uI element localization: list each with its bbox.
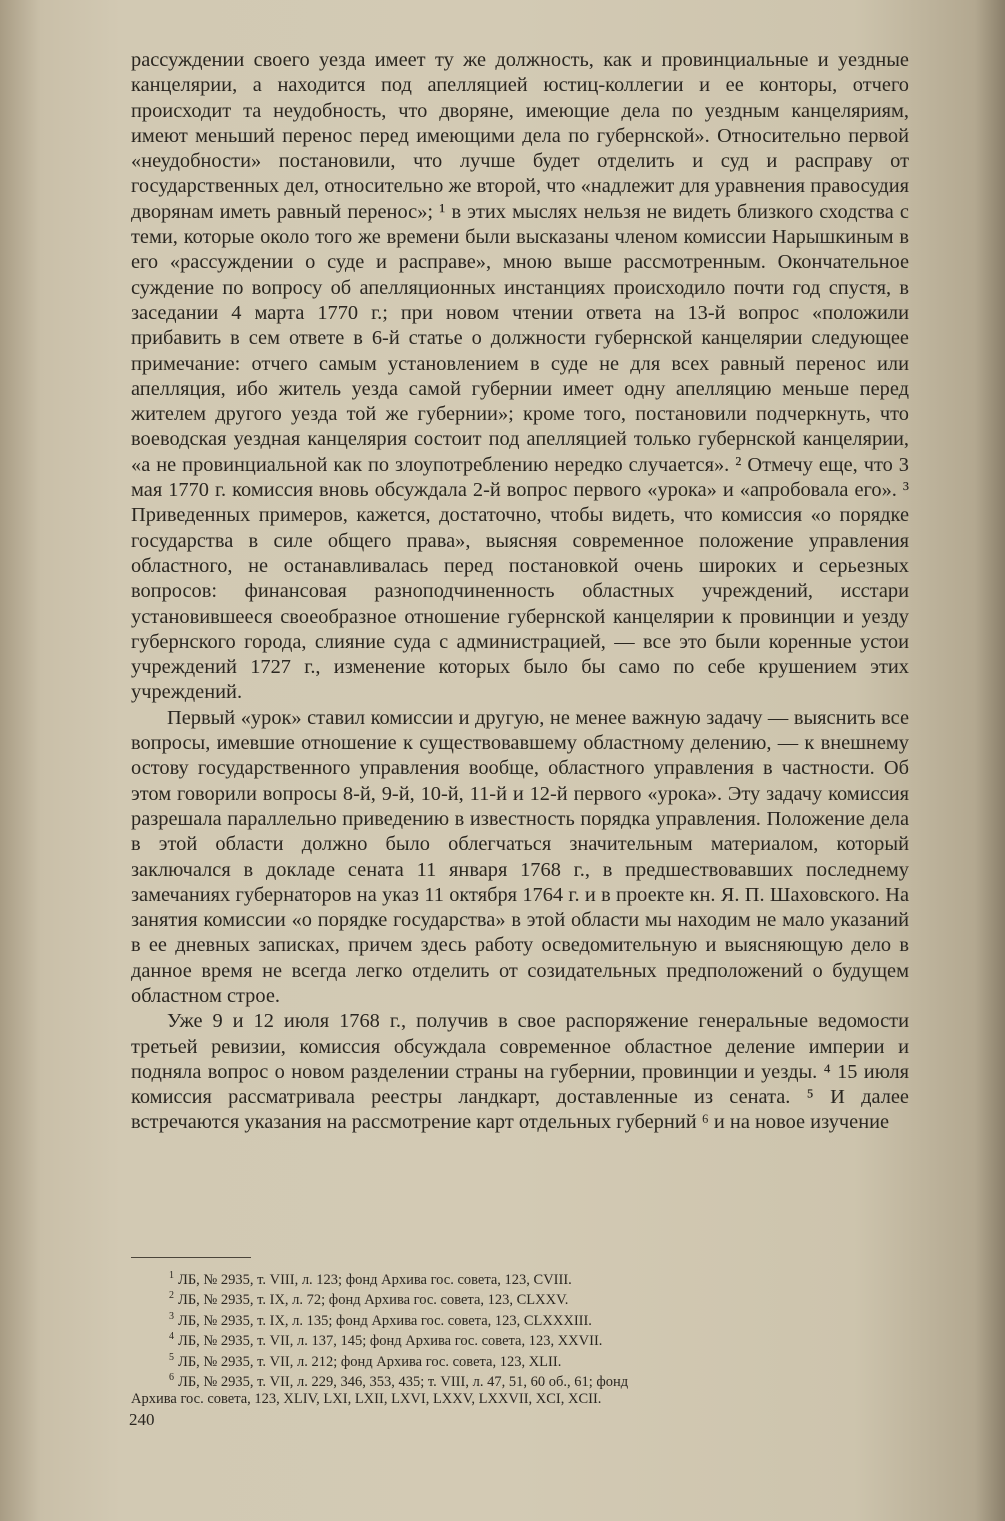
footnote-5 <box>131 1350 909 1370</box>
footnote-number: 2 <box>169 1290 174 1302</box>
footnote-number: 5 <box>169 1351 174 1363</box>
footnote-number: 1 <box>169 1270 174 1281</box>
footnote-3 <box>131 1309 909 1329</box>
footnotes <box>131 1268 909 1407</box>
footnote-text: ЛБ, № 2935, т. VII, л. 212; фонд Архива гос. совета, 123, XLII. <box>178 1353 562 1370</box>
paragraph-3: Уже 9 и 12 июля 1768 г., получив в свое распоряжение генеральные ведомости третьей ревизии, комиссия обсуждала современное областное деление империи и подняла вопрос о новом разделении страны на губернии, провинции и уезды. ⁴ 15 июля комиссия рассматривала реестры ландкарт, доставленные из сената. ⁵ И далее встречаются указания на рассмотрение карт отдельных губерний ⁶ и на новое изучение <box>131 1010 909 1134</box>
footnote-text: ЛБ, № 2935, т. VII, л. 229, 346, 353, 435; т. VIII, л. 47, 51, 60 об., 61; фонд <box>178 1373 629 1390</box>
body-text <box>131 48 909 1136</box>
footnote-1 <box>131 1268 909 1288</box>
footnote-text: ЛБ, № 2935, т. IX, л. 135; фонд Архива гос. совета, 123, CLXXXIII. <box>178 1312 592 1329</box>
footnote-number: 4 <box>169 1331 174 1343</box>
footnote-number: 6 <box>169 1372 174 1384</box>
footnote-text: ЛБ, № 2935, т. IX, л. 72; фонд Архива гос. совета, 123, CLXXV. <box>178 1292 569 1309</box>
paragraph-2: Первый «урок» ставил комиссии и другую, не менее важную задачу — выяснить все вопросы, имевшие отношение к существовавшему областному делению, — к внешнему остову государственного управления вообще, областного управления в частности. Об этом говорили вопросы 8-й, 9-й, 10-й, 11-й и 12-й первого «урока». Эту задачу комиссия разрешала параллельно приведению в известность порядка управления. Положение дела в этой области должно было облегчаться значительным материалом, который заключался в докладе сената 11 января 1768 г., в предшествовавших последнему замечаниях губернаторов на указ 11 октября 1764 г. и в проекте кн. Я. П. Шаховского. На занятия комиссии «о порядке государства» в этой области мы находим не мало указаний в ее дневных записках, причем здесь работу осведомительную и выясняющую дело в данное время не всегда легко отделить от созидательных предположений о будущем областном строе. <box>131 706 909 1007</box>
footnote-6-continuation: Архива гос. совета, 123, XLIV, LXI, LXII, LXVI, LXXV, LXXVII, XCI, XCII. <box>131 1390 602 1407</box>
footnote-divider <box>131 1257 251 1258</box>
footnote-text: ЛБ, № 2935, т. VIII, л. 123; фонд Архива гос. совета, 123, CVIII. <box>178 1271 572 1288</box>
footnote-4 <box>131 1329 909 1349</box>
page-number: 240 <box>129 1410 155 1429</box>
paragraph-1: рассуждении своего уезда имеет ту же должность, как и провинциальные и уездные канцелярии, а находится под апелляцией юстиц-коллегии и ее конторы, отчего происходит та неудобность, что дворяне, имеющие дела по уездным канцеляриям, имеют меньший перенос перед имеющими дела по губернской». Относительно первой «неудобности» постановили, что лучше будет отделить и суд и расправу от государственных дел, относительно же второй, что «надлежит для уравнения правосудия дворянам иметь равный перенос»; ¹ в этих мыслях нельзя не видеть близкого сходства с теми, которые около того же времени были высказаны членом комиссии Нарышкиным в его «рассуждении о суде и расправе», мною выше рассмотренным. Окончательное суждение по вопросу об апелляционных инстанциях происходило почти год спустя, в заседании 4 марта 1770 г.; при новом чтении ответа на 13-й вопрос «положили прибавить в сем ответе в 6-й статье о должности губернской канцелярии следующее примечание: отчего самым установлением в суде не для всех равный перенос или апелляция, ибо житель уезда самой губернии имеет одну апелляцию меньше перед жителем другого уезда той же губернии»; кроме того, постановили подчеркнуть, что воеводская уездная канцелярия состоит под апелляцией только губернской канцелярии, «а не провинциальной как по злоупотреблению нередко случается». ² Отмечу еще, что 3 мая 1770 г. комиссия вновь обсуждала 2-й вопрос первого «урока» и «апробовала его». ³ Приведенных примеров, кажется, достаточно, чтобы видеть, что комиссия «о порядке государства в силе общего права», выясняя современное положение управления областного, не останавливалась перед постановкой очень широких и серьезных вопросов: финансовая разноподчиненность областных учреждений, исстари установившееся своеобразное отношение губернской канцелярии к провинции и уезду губернского города, слияние суда с администрацией, — все это были коренные устои учреждений 1727 г., изменение которых было бы само по себе крушением этих учреждений. <box>131 49 909 704</box>
footnote-2 <box>131 1288 909 1308</box>
footnote-text: ЛБ, № 2935, т. VII, л. 137, 145; фонд Архива гос. совета, 123, XXVII. <box>178 1333 603 1350</box>
footnote-number: 3 <box>169 1310 174 1322</box>
footnote-6 <box>131 1370 909 1390</box>
